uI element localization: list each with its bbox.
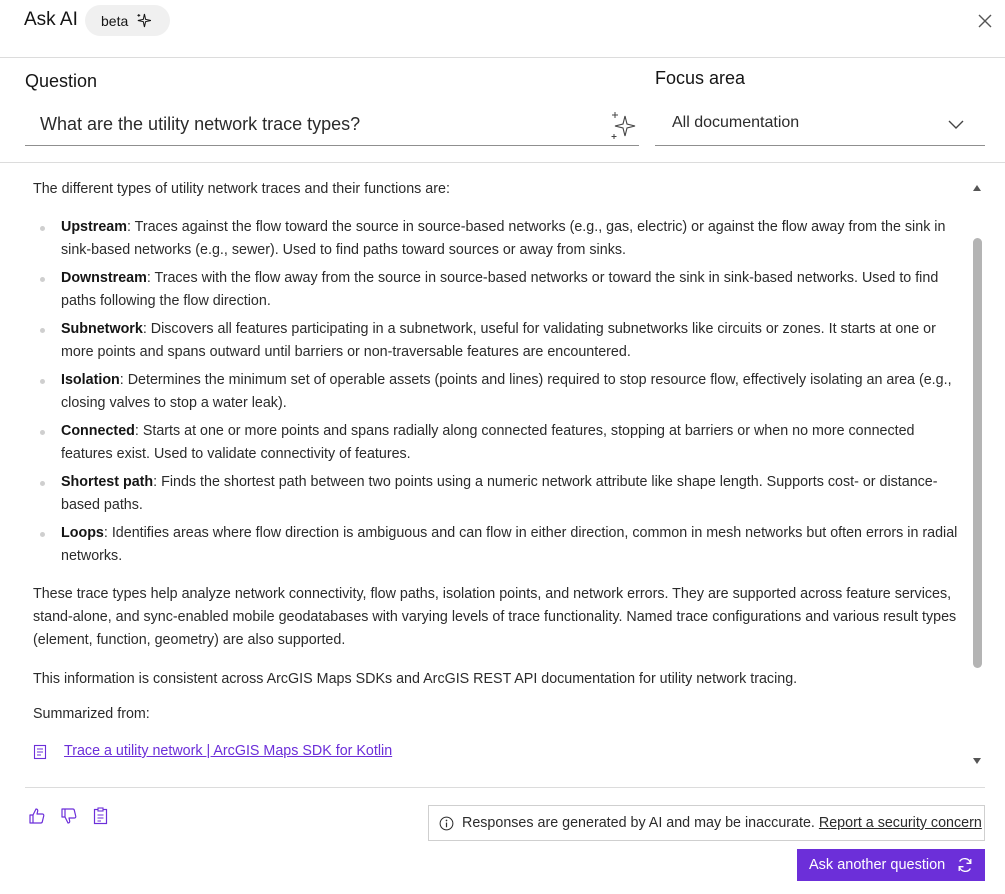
ai-response [33,178,968,763]
close-icon[interactable] [975,11,995,31]
list-item-text: : Determines the minimum set of operable assets (points and lines) required to stop resource flow, effectively isolating an area (e.g., closing valves to stop a water leak). [61,372,952,411]
list-item [33,216,968,262]
divider [25,787,985,788]
list-item-term: Connected [61,423,135,439]
list-item [33,318,968,364]
focus-area-value: All documentation [672,114,800,131]
list-item [33,267,968,313]
response-paragraph: This information is consistent across ArcGIS Maps SDKs and ArcGIS REST API documentation for utility network tracing. [33,671,798,687]
app-title: Ask AI [24,9,78,30]
source-link[interactable]: Trace a utility network | ArcGIS Maps SDK for Kotlin [64,743,393,759]
thumbs-up-icon[interactable] [27,806,47,826]
beta-label: beta [101,12,129,29]
copy-icon[interactable] [91,806,111,826]
document-icon [33,744,48,760]
list-item-text: : Finds the shortest path between two points using a numeric network attribute like shape length. Supports cost- or distance-based paths. [61,474,938,513]
trace-type-list [33,216,968,568]
focus-area-label: Focus area [655,68,746,88]
report-security-link[interactable]: Report a security concern [818,815,982,831]
list-item-term: Subnetwork [61,321,143,337]
sparkle-icon [136,13,151,28]
divider [0,162,1005,163]
list-item-term: Isolation [61,372,120,388]
list-item-text: : Traces with the flow away from the source in source-based networks or toward the sink in sink-based networks. Used to find paths following the flow direction. [61,270,939,309]
summarized-from-label: Summarized from: [33,706,150,722]
response-intro: The different types of utility network traces and their functions are: [33,181,450,197]
thumbs-down-icon[interactable] [59,806,79,826]
list-item [33,369,968,415]
list-item-text: : Identifies areas where flow direction is ambiguous and can flow in either direction, common in mesh networks but often errors in radial networks. [61,525,958,564]
list-item [33,420,968,466]
chevron-down-icon [947,118,965,130]
info-icon [439,816,454,831]
disclaimer-text: Responses are generated by AI and may be inaccurate. [462,815,815,831]
question-field [25,108,639,146]
list-item-text: : Starts at one or more points and spans radially along connected features, stopping at barriers or when no more connected features exist. Used to validate connectivity of features. [61,423,915,462]
list-item-text: : Traces against the flow toward the source in source-based networks (e.g., gas, electric) or against the flow away from the sink in sink-based networks (e.g., sewer). Used to find paths toward sources or away from sinks. [61,219,946,258]
ask-another-question-button[interactable] [797,849,985,881]
list-item-term: Loops [61,525,104,541]
list-item-text: : Discovers all features participating in a subnetwork, useful for validating subnetworks like circuits or zones. It starts at one or more points and spans outward until barriers or non-traversable features are encountered. [61,321,936,360]
question-input[interactable] [40,114,600,135]
scroll-down-arrow-icon[interactable] [972,756,982,766]
list-item-term: Shortest path [61,474,154,490]
list-item-term: Downstream [61,270,147,286]
question-label: Question [25,71,98,91]
list-item-term: Upstream [61,219,127,235]
source-link-row [33,740,968,763]
list-item [33,522,968,568]
ask-another-question-label: Ask another question [809,857,946,873]
dialog-header [0,0,1005,58]
scrollbar-thumb[interactable] [973,238,982,668]
focus-area-select[interactable] [655,105,985,146]
response-paragraph: These trace types help analyze network connectivity, flow paths, isolation points, and network errors. They are supported across feature services, stand-alone, and sync-enabled mobile geodatabases with varying levels of trace functionality. Named trace configurations and various result types (element, function, geometry) are also supported. [33,586,957,648]
beta-badge [85,5,170,36]
scroll-up-arrow-icon[interactable] [972,183,982,193]
list-item [33,471,968,517]
ai-sparkle-icon[interactable] [608,110,640,142]
ai-disclaimer [428,805,985,841]
refresh-icon [956,856,974,874]
